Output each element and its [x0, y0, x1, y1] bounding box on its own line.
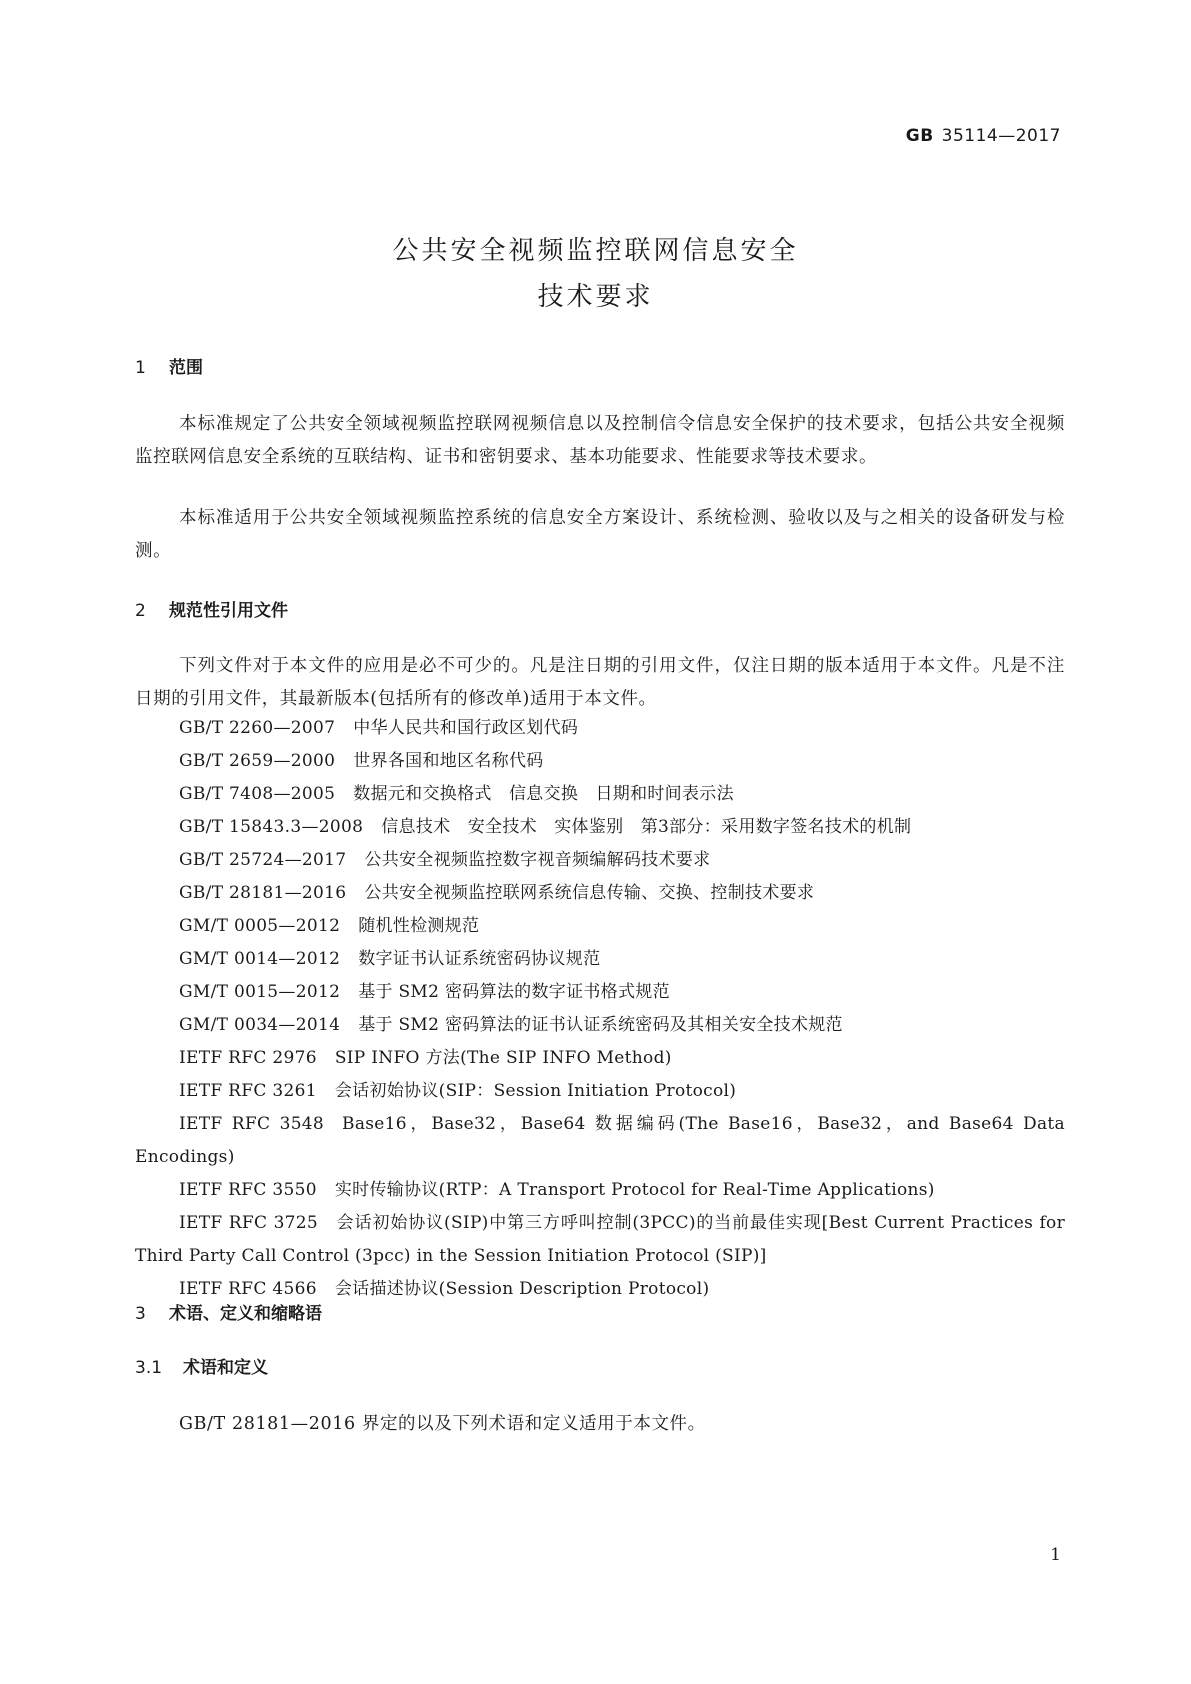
reference-title: 实时传输协议(RTP：A Transport Protocol for Real-Time Applications)	[334, 1180, 935, 1200]
section-1-paragraph-1: 本标准规定了公共安全领域视频监控联网视频信息以及控制信令信息安全保护的技术要求，包括公共安全视频监控联网信息安全系统的互联结构、证书和密钥要求、基本功能要求、性能要求等技术要求。	[135, 414, 1065, 467]
section-3-number: 3	[135, 1304, 146, 1324]
reference-item	[135, 877, 1065, 910]
reference-code: GB/T 2260—2007	[179, 718, 336, 738]
section-3-heading	[135, 1299, 322, 1324]
reference-title: 世界各国和地区名称代码	[353, 751, 544, 771]
reference-item	[135, 1207, 1065, 1273]
standard-number: 35114—2017	[941, 126, 1061, 146]
reference-code: IETF RFC 3725	[179, 1213, 319, 1233]
reference-item	[135, 1009, 1065, 1042]
reference-title: 基于 SM2 密码算法的证书认证系统密码及其相关安全技术规范	[358, 1015, 843, 1035]
section-1-heading	[135, 353, 203, 378]
reference-title: 随机性检测规范	[358, 916, 480, 936]
reference-item	[135, 1174, 1065, 1207]
standard-prefix: GB	[905, 126, 934, 146]
reference-title: Base16，Base32，Base64 数据编码(The Base16，Base32，and Base64 Data Encodings)	[135, 1114, 1065, 1167]
reference-title: 数据元和交换格式 信息交换 日期和时间表示法	[353, 784, 734, 804]
reference-list	[135, 712, 1065, 1306]
reference-title: 会话初始协议(SIP)中第三方呼叫控制(3PCC)的当前最佳实现[Best Current Practices for Third Party Call Control (3pcc) in the Session Initiation Protocol (SIP)]	[135, 1213, 1066, 1266]
section-1-title: 范围	[169, 358, 203, 378]
reference-item	[135, 910, 1065, 943]
title-line-2: 技术要求	[537, 282, 654, 312]
reference-code: GB/T 15843.3—2008	[179, 817, 364, 837]
reference-item	[135, 811, 1065, 844]
reference-item	[135, 1108, 1065, 1174]
section-3-title: 术语、定义和缩略语	[169, 1304, 322, 1324]
reference-item	[135, 778, 1065, 811]
section-3-1-heading	[135, 1353, 268, 1378]
page-number: 1	[1050, 1545, 1061, 1565]
reference-item	[135, 943, 1065, 976]
section-3-1-title: 术语和定义	[183, 1358, 268, 1378]
section-1-paragraph-2: 本标准适用于公共安全领域视频监控系统的信息安全方案设计、系统检测、验收以及与之相关的设备研发与检测。	[135, 508, 1065, 561]
reference-title: 会话初始协议(SIP：Session Initiation Protocol)	[334, 1081, 737, 1101]
reference-item	[135, 1042, 1065, 1075]
reference-code: GB/T 25724—2017	[179, 850, 347, 870]
reference-title: 公共安全视频监控联网系统信息传输、交换、控制技术要求	[364, 883, 815, 903]
document-title	[0, 228, 1191, 320]
section-2-title: 规范性引用文件	[169, 601, 288, 621]
section-3-1-intro: GB/T 28181—2016 界定的以及下列术语和定义适用于本文件。	[179, 1414, 706, 1434]
reference-item	[135, 976, 1065, 1009]
section-1-number: 1	[135, 358, 146, 378]
reference-code: GM/T 0015—2012	[179, 982, 341, 1002]
reference-code: GB/T 2659—2000	[179, 751, 336, 771]
reference-item	[135, 844, 1065, 877]
reference-title: 信息技术 安全技术 实体鉴别 第3部分：采用数字签名技术的机制	[381, 817, 912, 837]
reference-title: 基于 SM2 密码算法的数字证书格式规范	[358, 982, 670, 1002]
section-2-number: 2	[135, 601, 146, 621]
section-3-1-number: 3.1	[135, 1358, 163, 1378]
reference-title: SIP INFO 方法(The SIP INFO Method)	[334, 1048, 672, 1068]
reference-code: GM/T 0005—2012	[179, 916, 341, 936]
title-line-1: 公共安全视频监控联网信息安全	[392, 236, 799, 266]
reference-item	[135, 1075, 1065, 1108]
reference-title: 数字证书认证系统密码协议规范	[358, 949, 601, 969]
reference-code: IETF RFC 3548	[179, 1114, 325, 1134]
reference-code: GM/T 0034—2014	[179, 1015, 341, 1035]
reference-title: 中华人民共和国行政区划代码	[353, 718, 579, 738]
section-2-intro: 下列文件对于本文件的应用是必不可少的。凡是注日期的引用文件，仅注日期的版本适用于本文件。凡是不注日期的引用文件，其最新版本(包括所有的修改单)适用于本文件。	[135, 656, 1065, 709]
reference-code: GM/T 0014—2012	[179, 949, 341, 969]
reference-code: GB/T 7408—2005	[179, 784, 336, 804]
reference-code: IETF RFC 3550	[179, 1180, 317, 1200]
reference-code: IETF RFC 4566	[179, 1279, 317, 1299]
reference-code: GB/T 28181—2016	[179, 883, 347, 903]
reference-code: IETF RFC 2976	[179, 1048, 317, 1068]
reference-title: 会话描述协议(Session Description Protocol)	[334, 1279, 710, 1299]
reference-item	[135, 712, 1065, 745]
reference-title: 公共安全视频监控数字视音频编解码技术要求	[364, 850, 711, 870]
section-2-heading	[135, 596, 288, 621]
reference-code: IETF RFC 3261	[179, 1081, 317, 1101]
reference-item	[135, 745, 1065, 778]
standard-code	[906, 126, 1061, 146]
